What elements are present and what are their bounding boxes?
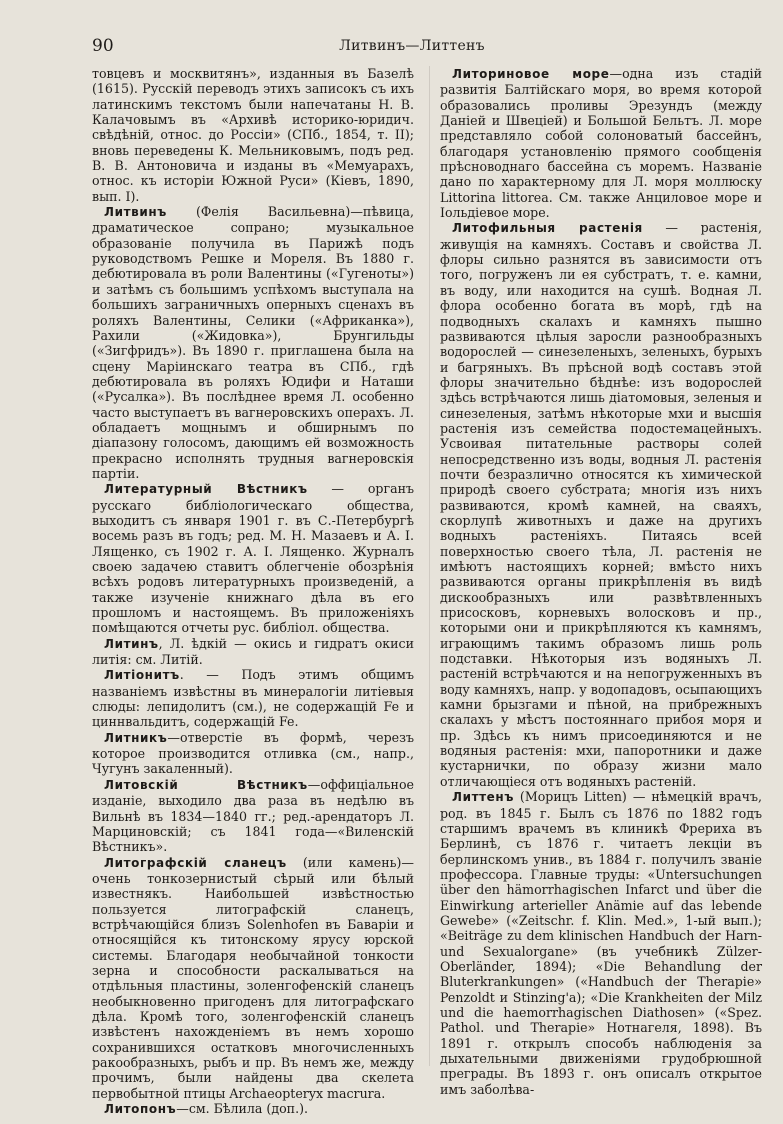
entry-headword: Литориновое море [452, 67, 610, 81]
entry-text: — органъ русскаго библіологическаго общества, выходитъ съ января 1901 г. въ С.-Петербургѣ восемь разъ въ годъ; ред. М. Н. Мазаевъ и А. І. Лященко, съ 1902 г. А. І. Лященко. Журналъ своею задачею ставитъ облегченіе обозрѣнія всѣхъ родовъ литературныхъ произведеній, а также изученіе книжнаго дѣла въ его прошломъ и настоящемъ. Въ приложеніяхъ помѣщаются отчеты рус. библіол. общества. [92, 481, 414, 636]
dictionary-entry [92, 1101, 414, 1117]
entry-headword: Литтенъ [452, 790, 514, 805]
entry-text: —одна изъ стадій развитія Балтійскаго моря, во время которой образовались проливы Эрезундъ (между Даніей и Швеціей) и Большой Бельтъ. Л. море представляло собой солоноватый бассейнъ, благодаря установленію прямого сообщенія прѣсноводнаго бассейна съ моремъ. Названіе дано по характерному для Л. моря моллюску Littorina littorea. См. также Анциловое море и Іольдіевое море. [440, 66, 762, 221]
entry-headword: Литофильныя растенія [452, 221, 643, 236]
entry-text: —см. Бѣлила (доп.). [176, 1101, 308, 1117]
continued-text: товцевъ и москвитянъ», изданныя въ Базелѣ (1615). Русскій переводъ этихъ записокъ съ ихъ латинскимъ текстомъ были напечатаны Н. В. Калачовымъ въ «Архивѣ историко-юридич. свѣдѣній, относ. до Россіи» (СПб., 1854, т. II); вновь переведены К. Мельниковымъ, подъ ред. В. В. Антоновича и изданы въ «Мемуарахъ, относ. къ исторіи Южной Руси» (Кіевъ, 1890, вып. I). [92, 66, 414, 204]
dictionary-entry [440, 220, 762, 789]
entry-text: . — Подъ этимъ общимъ названіемъ извѣстны въ минералогіи литіевыя слюды: лепидолитъ (см.), не содержащій Fe и циннвальдитъ, содержащій Fe. [92, 667, 414, 730]
entry-text: —отверстіе въ формѣ, черезъ которое производится отливка (см., напр., Чугунъ закаленный). [92, 729, 414, 777]
entry-headword: Литникъ [104, 730, 168, 745]
entry-text: —оффиціальное изданіе, выходило два раза въ недѣлю въ Вильнѣ въ 1834—1840 гг.; ред.-арендаторъ Л. Марциновскій; съ 1841 года—«Виленскій Вѣстникъ». [92, 776, 414, 855]
dictionary-entry [92, 855, 414, 1102]
running-head: Литвинъ—Литтенъ [339, 38, 485, 54]
right-column [440, 66, 762, 1097]
entry-text: (Морицъ Litten) — нѣмецкій врачъ, род. въ 1845 г. Былъ съ 1876 по 1882 годъ старшимъ врачемъ въ клиникѣ Фрериха въ Берлинѣ, съ 1876 г. читаетъ лекціи въ берлинскомъ унив., въ 1884 г. получилъ званіе профессора. Главные труды: «Untersuchungen über den hämorrhagischen Infarct und über die Einwirkung arterieller Anämie auf das lebende Gewebe» («Zeitschr. f. Klin. Med.», 1-ый вып.); «Beiträge zu dem klinischen Handbuch der Harn- und Sexualorgane» (въ учебникѣ Zülzer-Oberländer, 1894); «Die Behandlung der Bluterkrankungen» («Handbuch der Therapie» Penzoldt и Stinzing'a); «Die Krankheiten der Milz und die haemorrhagischen Diathosen» («Spez. Pathol. und Therapie» Нотнагеля, 1898). Въ 1891 г. открылъ способъ наблюденія за дыхательными движеніями грудобрюшной преграды. Въ 1893 г. онъ описалъ открытое имъ заболѣва- [440, 789, 762, 1097]
dictionary-entry [92, 636, 414, 668]
dictionary-entry [92, 730, 414, 777]
entry-text: (Фелія Васильевна)—пѣвица, драматическое сопрано; музыкальное образованіе получила въ Парижѣ подъ руководствомъ Решке и Мореля. Въ 1880 г. дебютировала въ роли Валентины («Гугеноты») и затѣмъ съ большимъ успѣхомъ выступала на большихъ заграничныхъ оперныхъ сценахъ въ роляхъ Валентины, Селики («Африканка»), Рахили («Жидовка»), Брунгильды («Зигфридъ»). Въ 1890 г. приглашена была на сцену Маріинскаго театра въ СПб., гдѣ дебютировала въ роляхъ Юдифи и Наташи («Русалка»). Въ послѣднее время Л. особенно часто выступаетъ въ вагнеровскихъ операхъ. Л. обладаетъ мощнымъ и обширнымъ по діапазону голосомъ, дающимъ ей возможность прекрасно исполнять трудныя вагнеровскія партіи. [92, 204, 414, 481]
entry-headword: Литіонитъ [104, 668, 180, 683]
entry-headword: Литовскій Вѣстникъ [104, 777, 308, 792]
dictionary-entry [440, 66, 762, 220]
page-number: 90 [92, 36, 114, 56]
dictionary-entry [92, 204, 414, 481]
page-header [92, 36, 732, 58]
entry-text: (или камень)—очень тонкозернистый сѣрый или бѣлый известнякъ. Наибольшей извѣстностью пользуется литографскій сланецъ, встрѣчающійся близъ Solenhofen въ Баваріи и относящійся къ титонскому ярусу юрской системы. Благодаря необычайной тонкости зерна и способности раскалываться на отдѣльныя пластины, золенгофенскій сланецъ необыкновенно пригоденъ для литографскаго дѣла. Кромѣ того, золенгофенскій сланецъ извѣстенъ нахожденіемъ въ немъ хорошо сохранившихся остатковъ многочисленныхъ ракообразныхъ, рыбъ и пр. Въ немъ же, между прочимъ, были найдены два скелета первобытной птицы Archaeopteryx macrura. [92, 854, 414, 1101]
column-divider [429, 66, 430, 1066]
entry-headword: Литвинъ [104, 205, 167, 220]
dictionary-entry [92, 777, 414, 855]
entry-headword: Литинъ [104, 636, 159, 651]
entry-text: — растенія, живущія на камняхъ. Составъ и свойства Л. флоры сильно разнятся въ зависимости отъ того, погруженъ ли ея субстратъ, т. е. камни, въ воду, или находится на сушѣ. Водная Л. флора особенно богата въ морѣ, гдѣ на подводныхъ скалахъ и камняхъ пышно развиваются цѣлыя заросли разнообразныхъ водорослей — синезеленыхъ, зеленыхъ, бурыхъ и багряныхъ. Въ прѣсной водѣ составъ этой флоры значительно бѣднѣе: изъ водорослей здѣсь встрѣчаются лишь діатомовыя, зеленыя и синезеленыя, затѣмъ нѣкоторые мхи и высшія растенія изъ семейства подостемацейныхъ. Усвоивая питательные растворы солей непосредственно изъ воды, водныя Л. растенія почти безразлично относятся къ химической природѣ своего субстрата; многія изъ нихъ развиваются, кромѣ камней, на сваяхъ, скорлупѣ животныхъ и даже на другихъ водныхъ растеніяхъ. Питаясь всей поверхностью своего тѣла, Л. растенія не имѣютъ настоящихъ корней; вмѣсто нихъ развиваются органы прикрѣпленія въ видѣ дискообразныхъ или развѣтвленныхъ присосковъ, корневыхъ волосковъ и пр., которыми они и прикрѣпляются къ камнямъ, играющимъ такимъ образомъ лишь роль подставки. Нѣкоторыя изъ водяныхъ Л. растеній встрѣчаются и на непогруженныхъ въ воду камняхъ, напр. у водопадовъ, осыпающихъ камни брызгами и пѣной, на прибрежныхъ скалахъ у мѣстъ постояннаго прибоя моря и пр. Здѣсь къ нимъ присоединяются и не водяныя растенія: мхи, папоротники и даже кустарнички, по образу жизни мало отличающіеся отъ водяныхъ растеній. [440, 220, 762, 789]
entry-headword: Литопонъ [104, 1102, 177, 1117]
entry-headword: Литературный Вѣстникъ [104, 482, 308, 497]
dictionary-entry [92, 667, 414, 729]
dictionary-entry [440, 789, 762, 1097]
entry-text: , Л. ѣдкій — окись и гидратъ окиси литія: см. Литій. [92, 635, 414, 668]
dictionary-entry [92, 481, 414, 635]
entry-headword: Литографскій сланецъ [104, 855, 287, 870]
left-column [92, 66, 414, 1117]
